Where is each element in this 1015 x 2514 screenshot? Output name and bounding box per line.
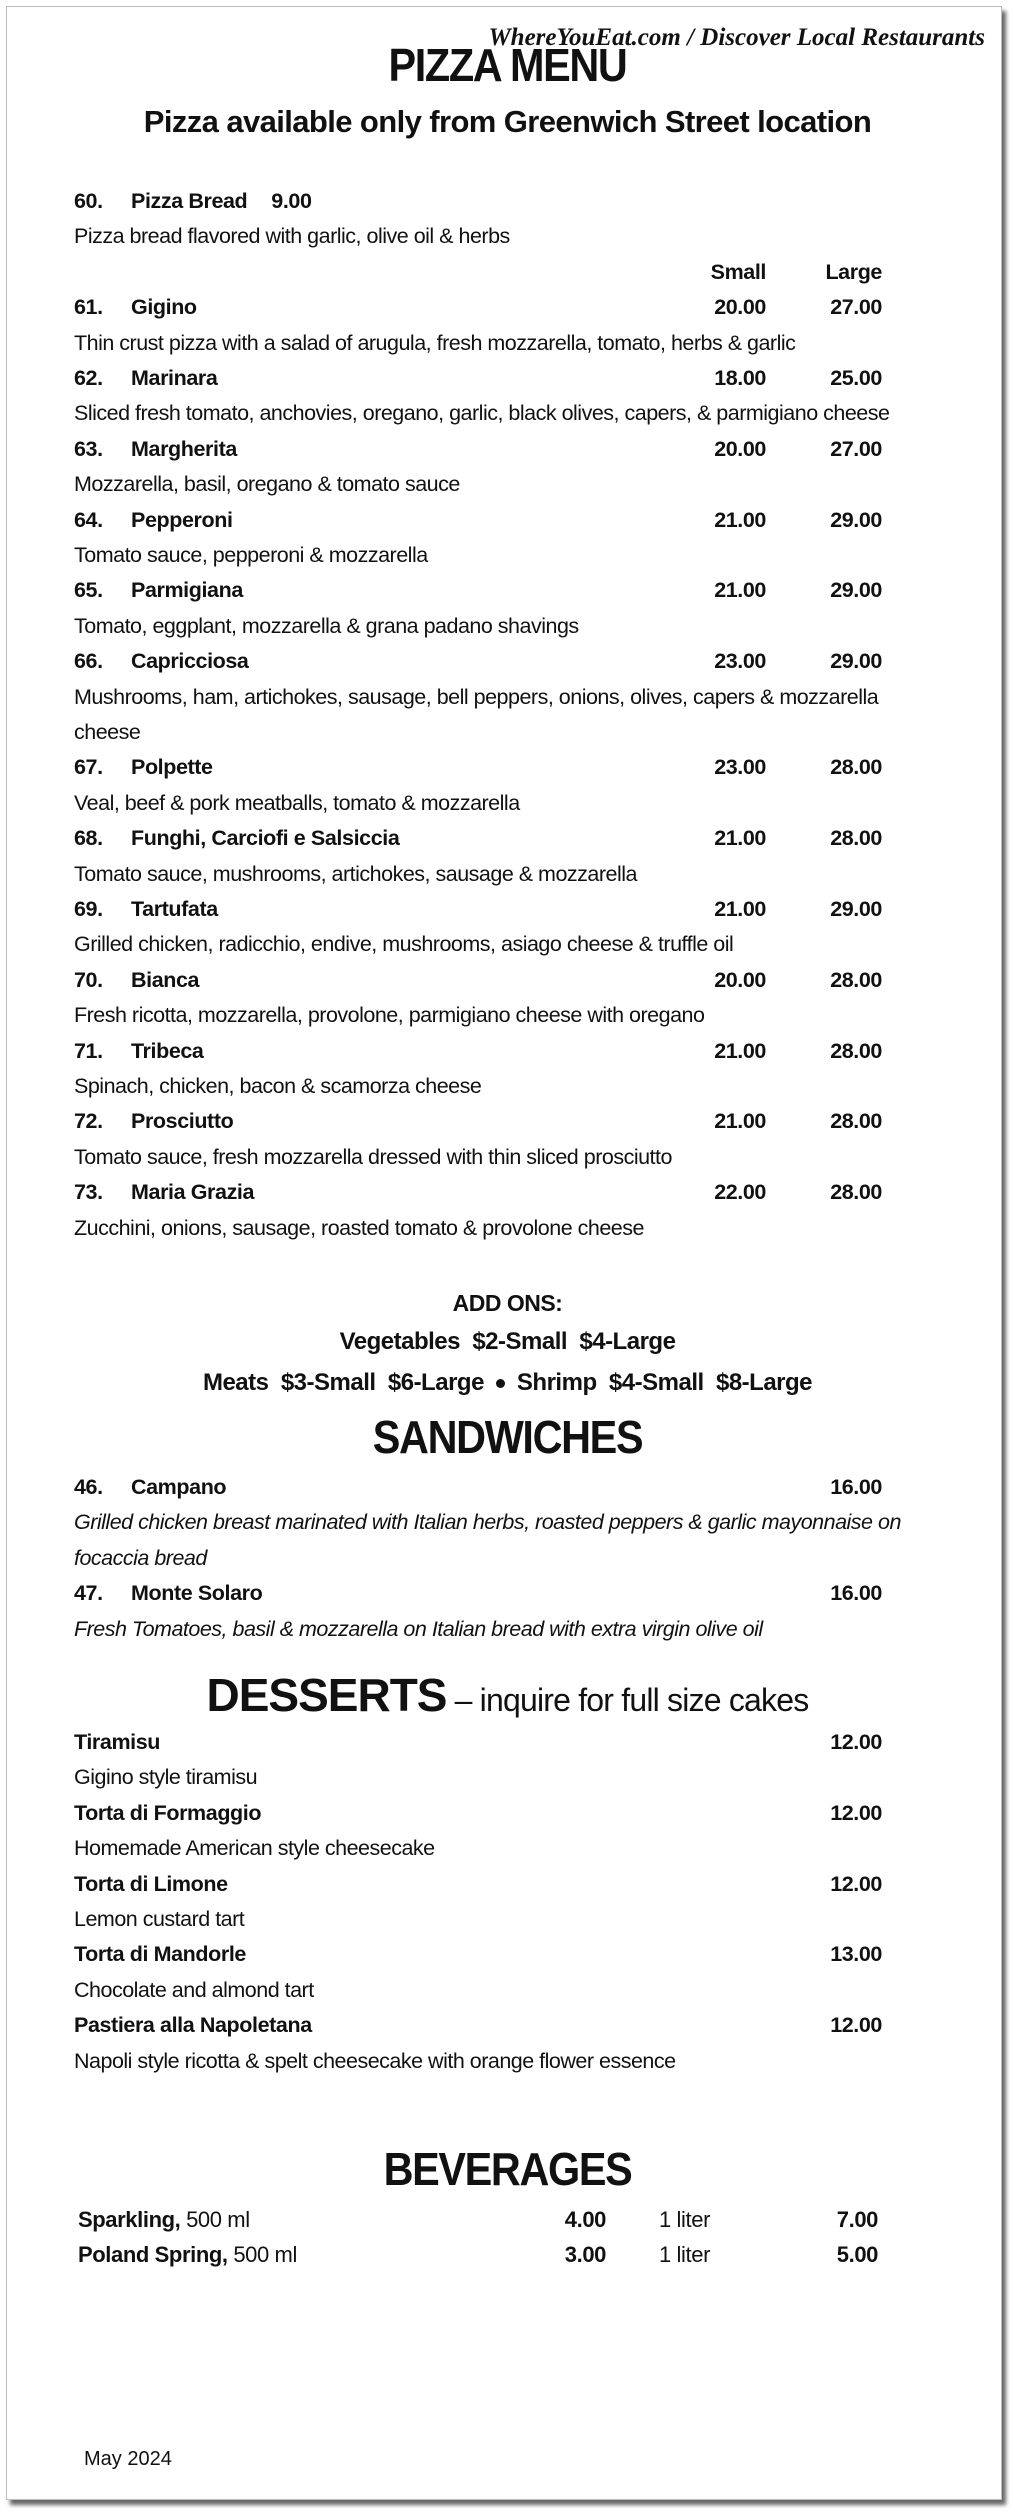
dessert-list bbox=[74, 1725, 894, 2079]
price-small: 20.00 bbox=[714, 295, 766, 320]
item-description: Thin crust pizza with a salad of arugula, fresh mozzarella, tomato, herbs & garlic bbox=[74, 330, 796, 355]
menu-item bbox=[74, 1034, 894, 1069]
addons-shrimp: Shrimp $4-Small $8-Large bbox=[516, 1369, 813, 1396]
price-small: 18.00 bbox=[714, 365, 766, 390]
item-price: 16.00 bbox=[830, 1581, 882, 1606]
large-size: 1 liter bbox=[659, 2207, 710, 2232]
item-description: Mozzarella, basil, oregano & tomato sauce bbox=[74, 472, 460, 497]
item-description: Spinach, chicken, bacon & scamorza cheese bbox=[74, 1073, 482, 1098]
item-number: 46. bbox=[74, 1475, 103, 1499]
item-name: Prosciutto bbox=[131, 1109, 234, 1134]
item-number: 66. bbox=[74, 649, 103, 674]
item-number: 69. bbox=[74, 896, 103, 921]
addons-vegetables: Vegetables $2-Small $4-Large bbox=[339, 1328, 676, 1355]
beverage-size: 500 ml bbox=[227, 2242, 297, 2267]
price-small: 20.00 bbox=[714, 436, 766, 461]
item-name: Campano bbox=[131, 1475, 227, 1499]
menu-item bbox=[74, 1796, 894, 1831]
menu-date: May 2024 bbox=[84, 2448, 172, 2470]
menu-item bbox=[74, 361, 894, 396]
item-name: Tartufata bbox=[131, 896, 218, 921]
item-name: Torta di Limone bbox=[74, 1871, 228, 1896]
item-number: 73. bbox=[74, 1180, 103, 1205]
item-description: Sliced fresh tomato, anchovies, oregano, garlic, black olives, capers, & parmigiano cheese bbox=[74, 401, 890, 426]
item-description: Tomato, eggplant, mozzarella & grana padano shavings bbox=[74, 613, 579, 638]
menu-item bbox=[74, 432, 894, 467]
price-large: 28.00 bbox=[830, 1109, 882, 1134]
beverage-name: Sparkling, bbox=[78, 2207, 181, 2232]
menu-item bbox=[74, 503, 894, 538]
menu-item bbox=[74, 1867, 894, 1902]
price-small: 21.00 bbox=[714, 1038, 766, 1063]
item-description: Zucchini, onions, sausage, roasted tomato & provolone cheese bbox=[74, 1215, 644, 1240]
size-large-header: Large bbox=[825, 259, 882, 284]
sandwich-list bbox=[74, 1470, 901, 1647]
price-large: 29.00 bbox=[830, 507, 882, 532]
watermark: WhereYouEat.com / Discover Local Restaurants bbox=[488, 24, 985, 51]
item-description: Homemade American style cheesecake bbox=[74, 1836, 435, 1861]
item-name: Torta di Formaggio bbox=[74, 1800, 262, 1825]
item-price: 12.00 bbox=[830, 1871, 882, 1896]
price-large: 27.00 bbox=[830, 436, 882, 461]
item-name: Parmigiana bbox=[131, 578, 243, 603]
price-small: 21.00 bbox=[714, 826, 766, 851]
item-name: Maria Grazia bbox=[131, 1180, 255, 1205]
pizza-list bbox=[74, 184, 894, 1246]
menu-item bbox=[74, 892, 894, 927]
price-small: 21.00 bbox=[714, 1109, 766, 1134]
beverage-size: 500 ml bbox=[180, 2207, 250, 2232]
menu-item bbox=[74, 1470, 894, 1505]
price-small: 23.00 bbox=[714, 755, 766, 780]
beverage-row bbox=[78, 2202, 898, 2237]
price-large: 29.00 bbox=[830, 649, 882, 674]
item-description: Lemon custard tart bbox=[74, 1906, 245, 1931]
item-number: 47. bbox=[74, 1581, 103, 1606]
item-number: 72. bbox=[74, 1109, 103, 1134]
price-small: 3.00 bbox=[564, 2242, 606, 2267]
item-number: 67. bbox=[74, 755, 103, 780]
item-name: Monte Solaro bbox=[131, 1581, 263, 1606]
price-small: 21.00 bbox=[714, 507, 766, 532]
item-price: 13.00 bbox=[830, 1942, 882, 1967]
item-description: Tomato sauce, fresh mozzarella dressed with thin sliced prosciutto bbox=[74, 1144, 672, 1169]
item-description: Grilled chicken breast marinated with Italian herbs, roasted peppers & garlic mayonnaise on focaccia bread bbox=[74, 1510, 901, 1570]
item-description: Pizza bread flavored with garlic, olive oil & herbs bbox=[74, 224, 510, 249]
menu-item-pizza-bread bbox=[74, 184, 894, 219]
bullet-icon bbox=[496, 1379, 505, 1388]
addons-title: ADD ONS: bbox=[452, 1290, 563, 1316]
price-large: 28.00 bbox=[830, 1038, 882, 1063]
size-small-header: Small bbox=[710, 259, 766, 284]
menu-item bbox=[74, 963, 894, 998]
price-large: 28.00 bbox=[830, 967, 882, 992]
menu-item bbox=[74, 1175, 894, 1210]
menu-item bbox=[74, 644, 894, 679]
item-price: 16.00 bbox=[830, 1475, 882, 1499]
item-name: Funghi, Carciofi e Salsiccia bbox=[131, 826, 400, 851]
item-description: Fresh Tomatoes, basil & mozzarella on Italian bread with extra virgin olive oil bbox=[74, 1616, 763, 1641]
item-name: Capricciosa bbox=[131, 649, 249, 674]
beverage-name: Poland Spring, bbox=[78, 2242, 228, 2267]
beverage-row bbox=[78, 2237, 898, 2272]
item-name: Tribeca bbox=[131, 1038, 204, 1063]
menu-item bbox=[74, 1576, 894, 1611]
item-description: Mushrooms, ham, artichokes, sausage, bell peppers, onions, olives, capers & mozzarella cheese bbox=[74, 684, 879, 744]
item-name: Torta di Mandorle bbox=[74, 1942, 246, 1967]
price-large: 28.00 bbox=[830, 826, 882, 851]
item-description: Grilled chicken, radicchio, endive, mushrooms, asiago cheese & truffle oil bbox=[74, 932, 734, 957]
item-description: Chocolate and almond tart bbox=[74, 1977, 314, 2002]
item-description: Napoli style ricotta & spelt cheesecake with orange flower essence bbox=[74, 2048, 676, 2073]
item-name: Pizza Bread bbox=[131, 189, 248, 213]
price-large: 7.00 bbox=[836, 2207, 878, 2232]
item-number: 60. bbox=[74, 189, 103, 213]
item-number: 70. bbox=[74, 967, 103, 992]
item-price: 12.00 bbox=[830, 1730, 882, 1754]
price-small: 23.00 bbox=[714, 649, 766, 674]
item-number: 68. bbox=[74, 826, 103, 851]
item-description: Veal, beef & pork meatballs, tomato & mozzarella bbox=[74, 790, 520, 815]
price-small: 22.00 bbox=[714, 1180, 766, 1205]
item-name: Bianca bbox=[131, 967, 200, 992]
item-number: 64. bbox=[74, 507, 103, 532]
page-title: PIZZA MENU bbox=[388, 39, 627, 91]
price-large: 5.00 bbox=[836, 2242, 878, 2267]
item-price: 12.00 bbox=[830, 2013, 882, 2038]
menu-item bbox=[74, 573, 894, 608]
price-large: 28.00 bbox=[830, 1180, 882, 1205]
menu-item bbox=[74, 821, 894, 856]
item-price: 12.00 bbox=[830, 1800, 882, 1825]
menu-item bbox=[74, 2008, 894, 2043]
desserts-heading bbox=[0, 1668, 1015, 1722]
item-name: Pastiera alla Napoletana bbox=[74, 2013, 312, 2038]
price-small: 20.00 bbox=[714, 967, 766, 992]
addons-meats: Meats $3-Small $6-Large bbox=[202, 1369, 484, 1396]
item-number: 62. bbox=[74, 365, 103, 390]
price-large: 29.00 bbox=[830, 578, 882, 603]
sandwiches-heading: SANDWICHES bbox=[372, 1411, 643, 1463]
item-description: Fresh ricotta, mozzarella, provolone, parmigiano cheese with oregano bbox=[74, 1003, 705, 1028]
item-description: Tomato sauce, pepperoni & mozzarella bbox=[74, 542, 428, 567]
price-small: 4.00 bbox=[564, 2207, 606, 2232]
price-large: 29.00 bbox=[830, 896, 882, 921]
item-number: 61. bbox=[74, 295, 103, 320]
item-number: 71. bbox=[74, 1038, 103, 1063]
large-size: 1 liter bbox=[659, 2242, 710, 2267]
addons-meats-shrimp bbox=[0, 1369, 1015, 1397]
price-large: 27.00 bbox=[830, 295, 882, 320]
menu-item bbox=[74, 1104, 894, 1139]
price-small: 21.00 bbox=[714, 896, 766, 921]
item-description: Tomato sauce, mushrooms, artichokes, sausage & mozzarella bbox=[74, 861, 638, 886]
menu-item bbox=[74, 750, 894, 785]
item-name: Tiramisu bbox=[74, 1730, 161, 1754]
desserts-title: DESSERTS bbox=[206, 1669, 447, 1721]
item-name: Pepperoni bbox=[131, 507, 233, 532]
item-price: 9.00 bbox=[271, 189, 312, 213]
item-name: Margherita bbox=[131, 436, 237, 461]
item-description: Gigino style tiramisu bbox=[74, 1765, 258, 1790]
menu-item bbox=[74, 290, 894, 325]
menu-item bbox=[74, 1937, 894, 1972]
item-name: Polpette bbox=[131, 755, 213, 780]
menu-item bbox=[74, 1725, 894, 1760]
price-large: 25.00 bbox=[830, 365, 882, 390]
item-number: 63. bbox=[74, 436, 103, 461]
item-name: Marinara bbox=[131, 365, 218, 390]
size-header bbox=[74, 255, 894, 290]
beverages-heading: BEVERAGES bbox=[383, 2143, 632, 2195]
item-number: 65. bbox=[74, 578, 103, 603]
price-small: 21.00 bbox=[714, 578, 766, 603]
price-large: 28.00 bbox=[830, 755, 882, 780]
item-name: Gigino bbox=[131, 295, 197, 320]
desserts-note: – inquire for full size cakes bbox=[446, 1682, 809, 1718]
page-subtitle: Pizza available only from Greenwich Street location bbox=[143, 104, 872, 139]
